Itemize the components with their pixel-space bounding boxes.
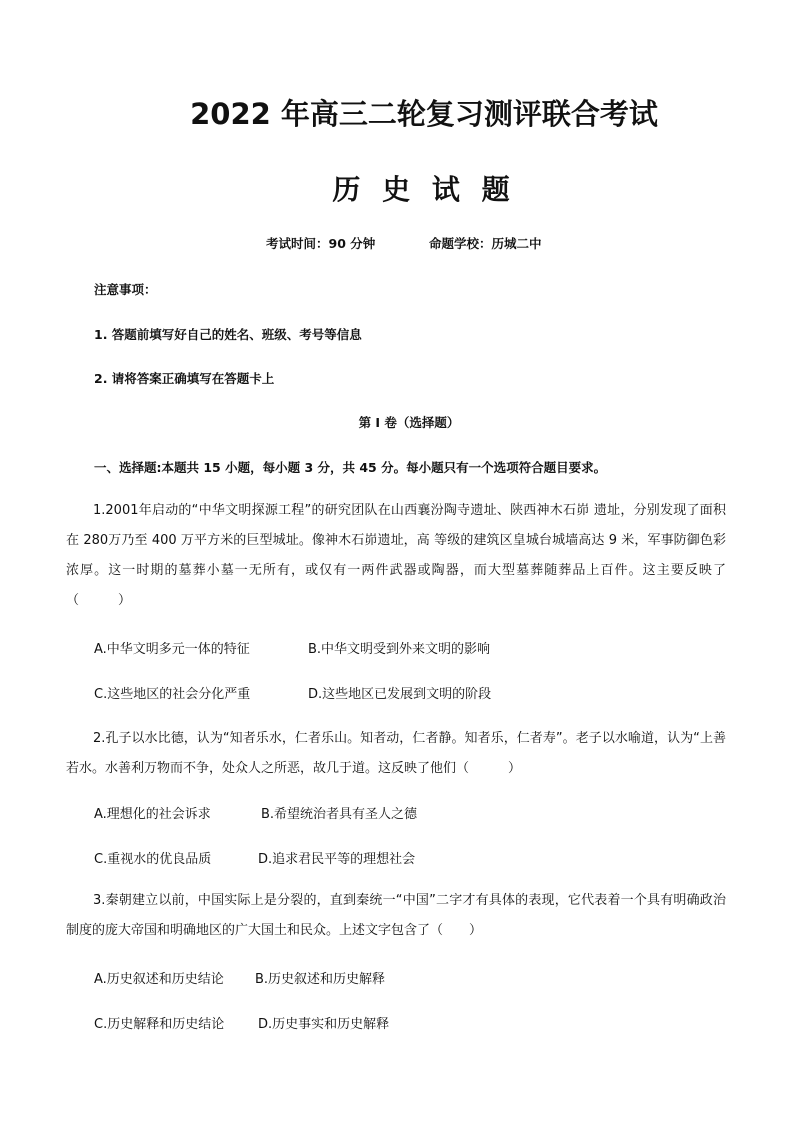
option-d: D.这些地区已发展到文明的阶段 <box>308 687 492 702</box>
exam-school: 命题学校：历城二中 <box>429 236 542 251</box>
exam-time: 考试时间：90 分钟 <box>266 236 376 251</box>
option-c: C.历史解释和历史结论 <box>94 1017 225 1032</box>
exam-title: 2022 年高三二轮复习测评联合考试 <box>190 97 658 131</box>
subject-title: 历 史 试 题 <box>332 173 516 206</box>
option-b: B.历史叙述和历史解释 <box>255 972 386 987</box>
part-heading: 一、选择题:本题共 15 小题，每小题 3 分，共 45 分。每小题只有一个选项符合题目要求。 <box>94 460 607 475</box>
option-b: B.希望统治者具有圣人之德 <box>261 807 418 822</box>
option-a: A.中华文明多元一体的特征 <box>94 642 250 657</box>
option-d: D.追求君民平等的理想社会 <box>258 852 416 867</box>
option-b: B.中华文明受到外来文明的影响 <box>308 642 491 657</box>
question-stem: 3.秦朝建立以前，中国实际上是分裂的，直到秦统一“中国”二字才有具体的表现，它代表着一个具有明确政治制度的庞大帝国和明确地区的广大国土和民众。上述文字包含了（ ） <box>66 893 726 938</box>
question-stem: 2.孔子以水比德，认为“知者乐水，仁者乐山。知者动，仁者静。知者乐，仁者寿”。老子以水喻道，认为“上善若水。水善利万物而不争，处众人之所恶，故几于道。这反映了他们（ ） <box>66 731 726 776</box>
notice-item: 2. 请将答案正确填写在答题卡上 <box>94 371 275 386</box>
notice-item: 1. 答题前填写好自己的姓名、班级、考号等信息 <box>94 327 362 342</box>
option-a: A.理想化的社会诉求 <box>94 807 211 822</box>
section-title: 第 I 卷（选择题） <box>358 415 460 430</box>
notice-heading: 注意事项： <box>94 282 157 297</box>
option-c: C.这些地区的社会分化严重 <box>94 687 251 702</box>
option-d: D.历史事实和历史解释 <box>258 1017 390 1032</box>
option-c: C.重视水的优良品质 <box>94 852 212 867</box>
question-stem: 1.2001年启动的“中华文明探源工程”的研究团队在山西襄汾陶寺遗址、陕西神木石峁 遗址，分别发现了面积在 280万乃至 400 万平方米的巨型城址。像神木石峁遗址，高 等级的建筑区皇城台城墙高达 9 米，军事防御色彩浓厚。这一时期的墓葬小墓一无所有，或仅有一两件武器或陶器，而大型墓葬随葬品上百件。这主要反映了（ ） <box>66 503 726 608</box>
option-a: A.历史叙述和历史结论 <box>94 972 224 987</box>
